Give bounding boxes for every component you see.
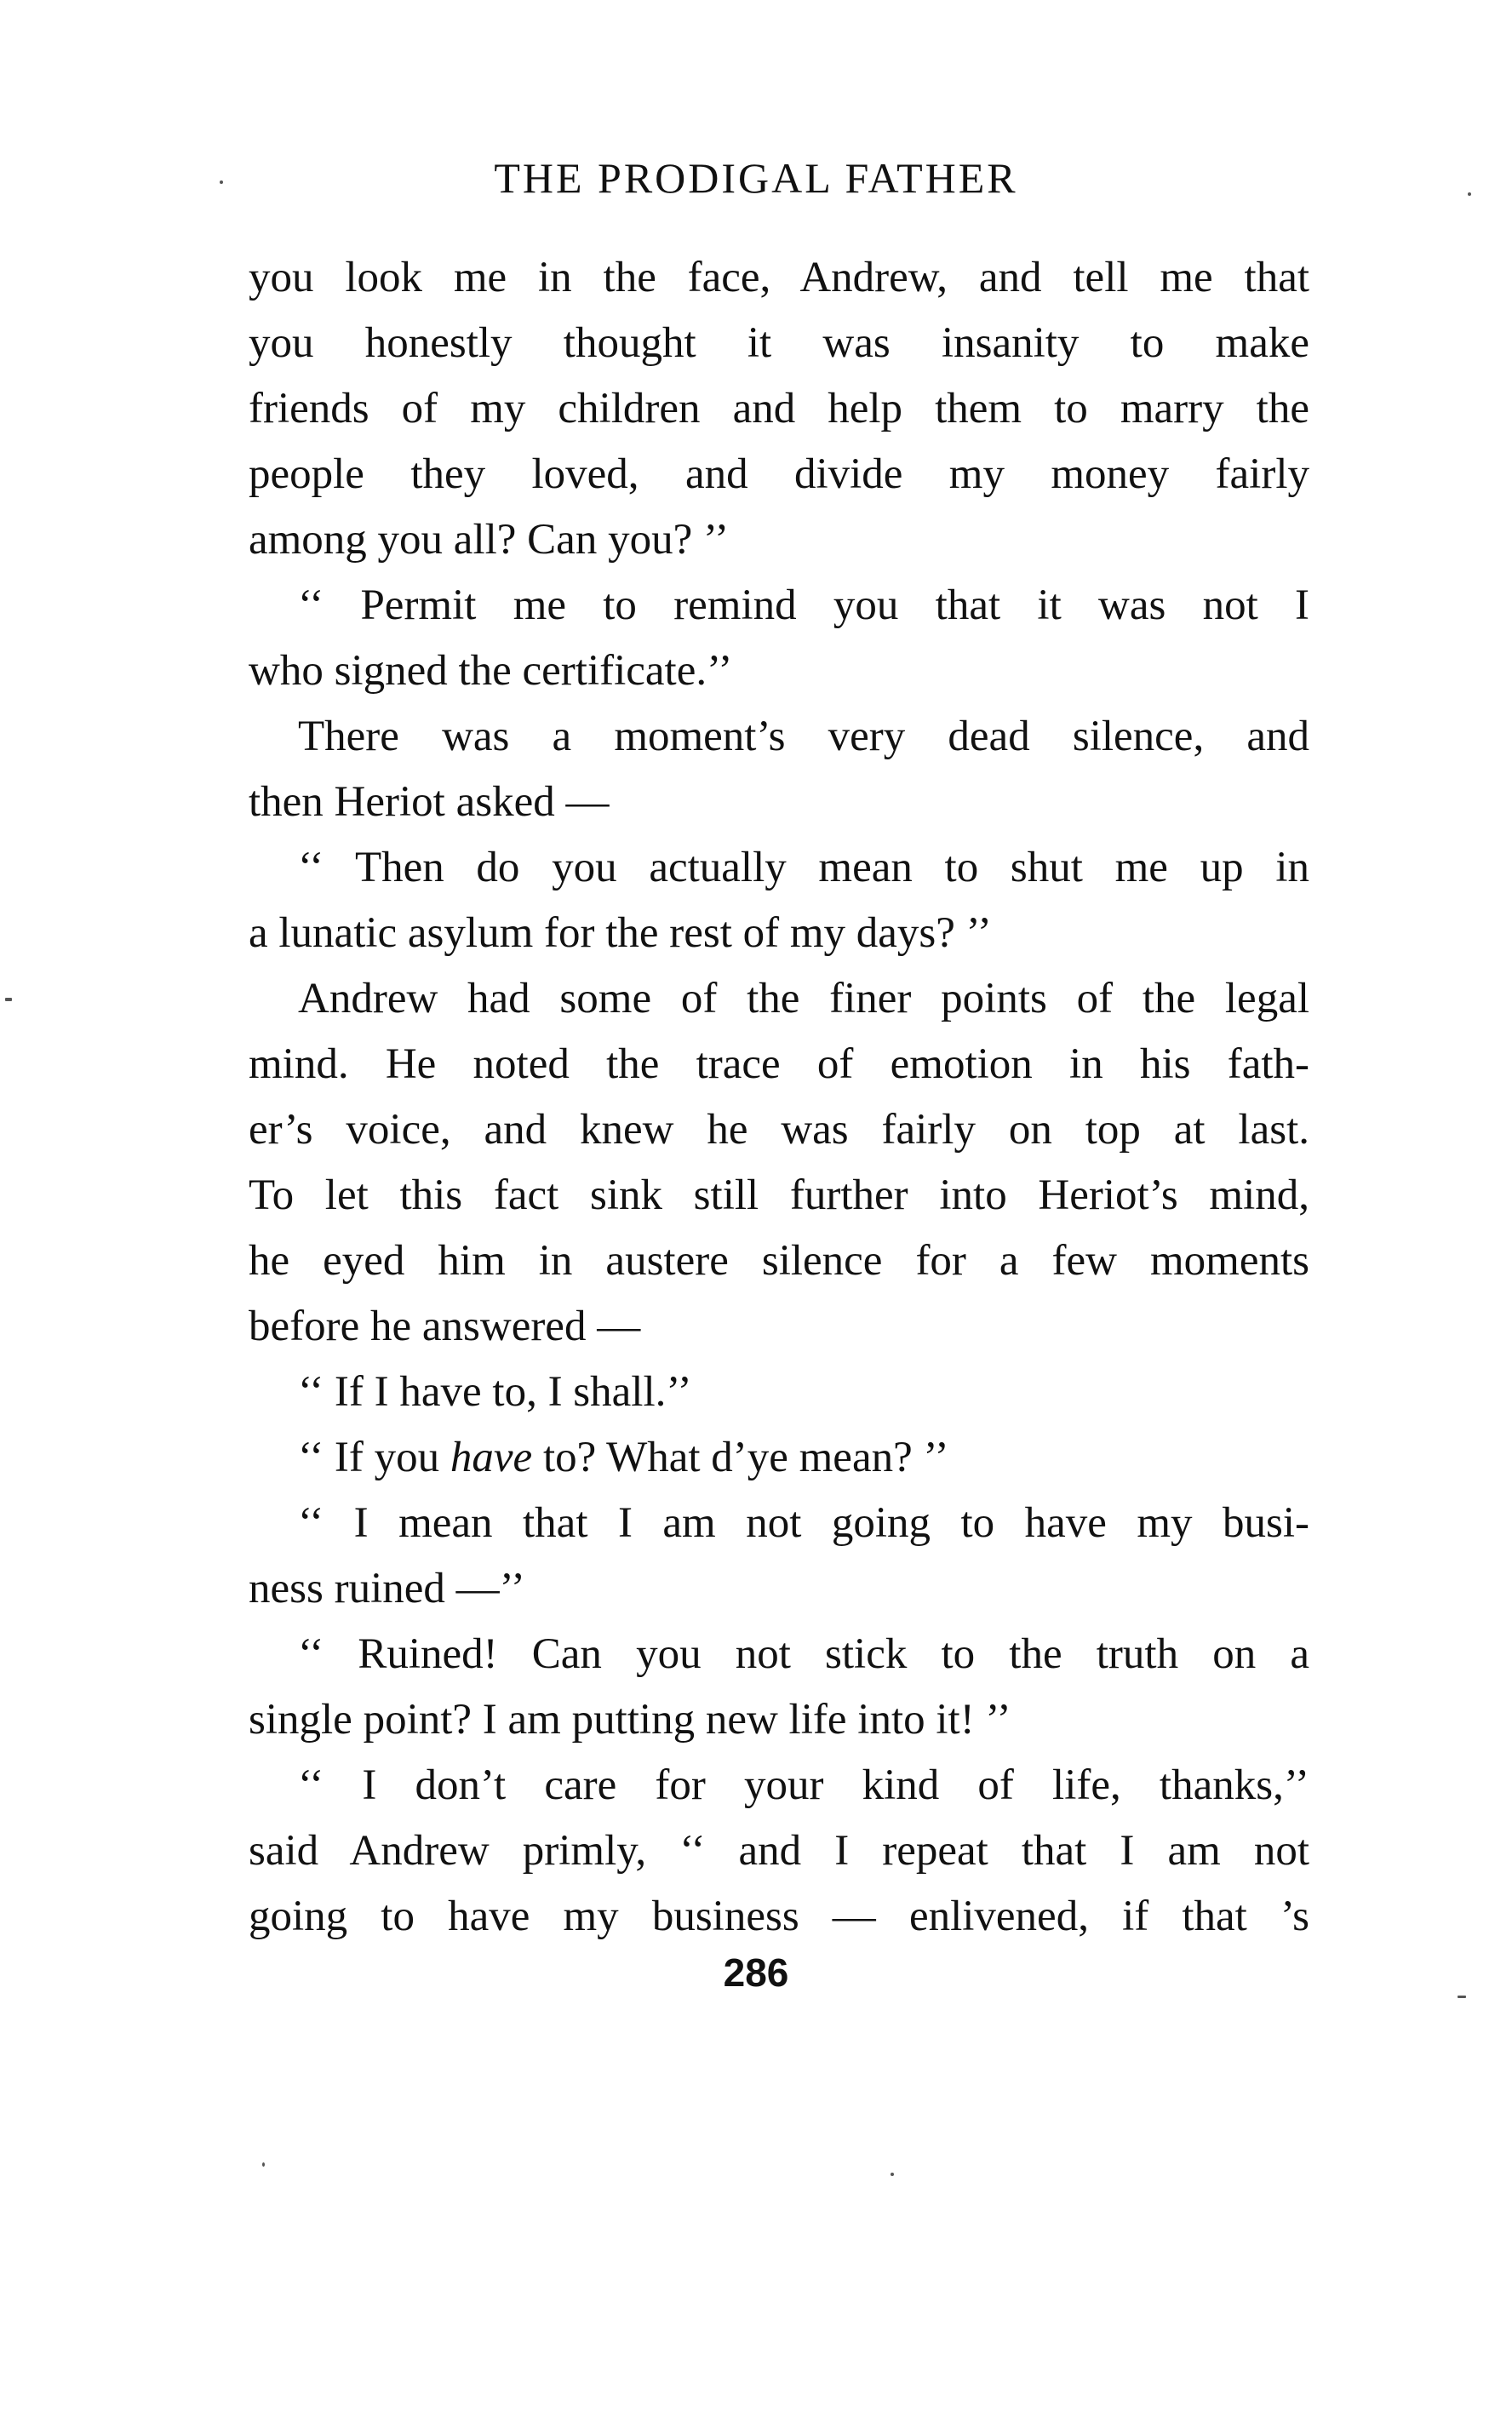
scan-speck xyxy=(1468,192,1471,196)
text-line: ‘‘ Ruined! Can you not stick to the truth on a xyxy=(298,1630,1309,1678)
text-line: said Andrew primly, ‘‘ and I repeat that I am not xyxy=(249,1827,1309,1875)
text-line: before he answered — xyxy=(249,1303,641,1350)
text-line: ‘‘ I mean that I am not going to have my busi- xyxy=(298,1499,1309,1547)
text-line: friends of my children and help them to marry the xyxy=(249,385,1309,432)
text-line: a lunatic asylum for the rest of my days? ’’ xyxy=(249,909,992,957)
text-line: ‘‘ If I have to, I shall.’’ xyxy=(298,1368,692,1416)
scan-speck xyxy=(1458,1996,1466,1998)
text-run: ‘‘ If you xyxy=(298,1434,450,1481)
running-head: THE PRODIGAL FATHER xyxy=(494,154,1018,202)
text-line xyxy=(249,1425,1309,1491)
text-line: There was a moment’s very dead silence, and xyxy=(298,713,1309,760)
scan-speck xyxy=(5,998,12,1001)
text-line: single point? I am putting new life into it! ’’ xyxy=(249,1696,1011,1744)
text-line: ‘‘ Then do you actually mean to shut me up in xyxy=(298,844,1309,891)
text-line: ‘‘ I don’t care for your kind of life, thanks,’’ xyxy=(298,1761,1309,1809)
text-line: ‘‘ Permit me to remind you that it was not I xyxy=(298,581,1309,629)
text-line: er’s voice, and knew he was fairly on top at last. xyxy=(249,1106,1309,1154)
text-line: going to have my business — enlivened, if that ’s xyxy=(249,1893,1309,1940)
text-line: Andrew had some of the finer points of the legal xyxy=(298,975,1309,1022)
text-line: ness ruined —’’ xyxy=(249,1565,525,1612)
text-line: To let this fact sink still further into Heriot’s mind, xyxy=(249,1171,1309,1219)
text-line: who signed the certificate.’’ xyxy=(249,647,733,695)
scan-speck xyxy=(891,2173,894,2176)
italic-emphasis: have xyxy=(450,1434,533,1481)
text-line: he eyed him in austere silence for a few moments xyxy=(249,1237,1309,1285)
body-text xyxy=(249,245,1309,1950)
scan-speck xyxy=(262,2162,265,2167)
text-run: to? What d’ye mean? ’’ xyxy=(532,1434,949,1481)
text-line: you honestly thought it was insanity to make xyxy=(249,319,1309,367)
page-number: 286 xyxy=(723,1950,789,1995)
text-line: mind. He noted the trace of emotion in his fath- xyxy=(249,1040,1309,1088)
scan-speck xyxy=(220,180,223,184)
text-line: then Heriot asked — xyxy=(249,778,610,826)
text-line: you look me in the face, Andrew, and tell me that xyxy=(249,254,1309,301)
text-line: people they loved, and divide my money fairly xyxy=(249,450,1309,498)
text-line: among you all? Can you? ’’ xyxy=(249,516,730,564)
